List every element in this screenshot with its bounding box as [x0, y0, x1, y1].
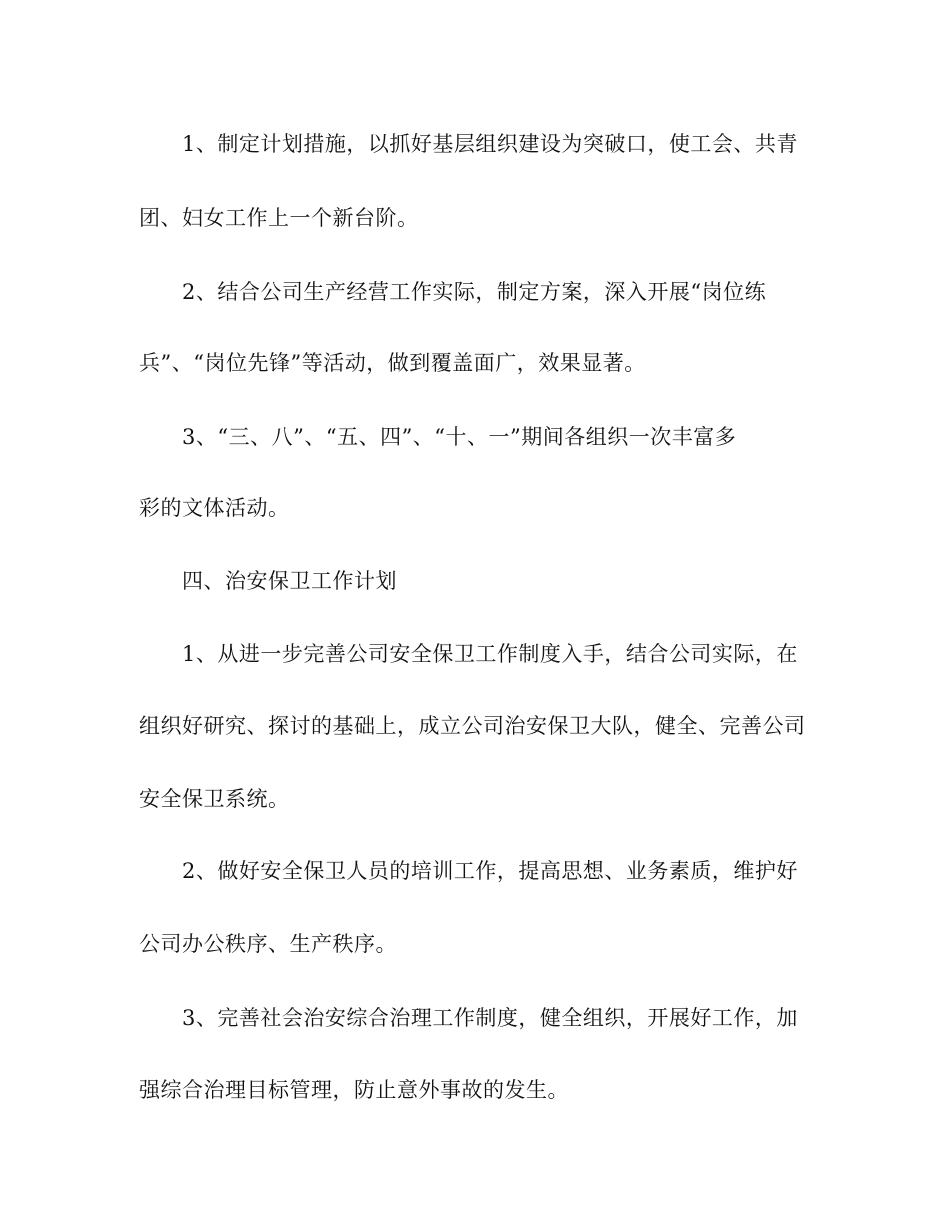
paragraph-4-line-2: 组织好研究、探讨的基础上，成立公司治安保卫大队，健全、完善公司: [139, 714, 806, 738]
paragraph-6-line-1: 3、完善社会治安综合治理工作制度，健全组织，开展好工作，加: [182, 1006, 798, 1030]
paragraph-5-line-1: 2、做好安全保卫人员的培训工作，提高思想、业务素质，维护好: [182, 859, 798, 883]
paragraph-3-line-2: 彩的文体活动。: [139, 496, 290, 520]
paragraph-6-line-2: 强综合治理目标管理，防止意外事故的发生。: [139, 1078, 569, 1102]
paragraph-5-line-2: 公司办公秩序、生产秩序。: [139, 932, 397, 956]
paragraph-3-line-1: 3、“三、八”、“五、四”、“十、一”期间各组织一次丰富多: [182, 425, 737, 449]
section-heading: 四、治安保卫工作计划: [182, 569, 397, 593]
paragraph-1-line-2: 团、妇女工作上一个新台阶。: [139, 206, 419, 230]
paragraph-4-line-3: 安全保卫系统。: [139, 787, 290, 811]
paragraph-2-line-2: 兵”、“岗位先锋”等活动，做到覆盖面广，效果显著。: [139, 351, 646, 375]
paragraph-1-line-1: 1、制定计划措施，以抓好基层组织建设为突破口，使工会、共青: [182, 132, 798, 156]
paragraph-2-line-1: 2、结合公司生产经营工作实际，制定方案，深入开展“岗位练: [182, 280, 767, 304]
paragraph-4-line-1: 1、从进一步完善公司安全保卫工作制度入手，结合公司实际，在: [182, 642, 798, 666]
